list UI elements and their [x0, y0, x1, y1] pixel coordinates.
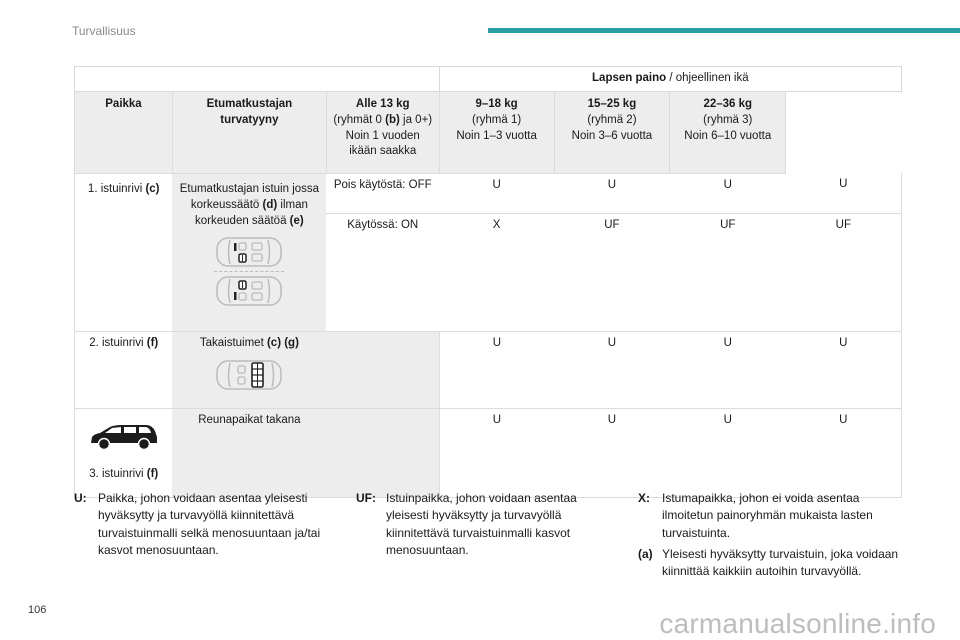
row3-seat-label: 3. istuinrivi (f): [89, 467, 159, 480]
row3-group-2: U: [670, 408, 786, 497]
section-title: Turvallisuus: [72, 24, 136, 38]
col-header-group-2: 15–25 kg (ryhmä 2) Noin 3–6 vuotta: [554, 91, 670, 173]
row2-seat-label: 2. istuinrivi (f): [75, 331, 173, 408]
row1-on-group-1: UF: [554, 213, 670, 331]
page-number: 106: [28, 604, 47, 616]
col-header-paikka: Paikka: [75, 91, 173, 173]
legend-u: U: Paikka, johon voidaan asentaa yleisesti hyväksytty ja turvavyöllä kiinnitettävä turvaistuinmalli selkä menosuuntaan ja/tai kasvot menosuuntaan.: [74, 491, 321, 558]
front-seat-car-top-icon-variant: [214, 274, 284, 308]
row1-on-group-3: UF: [786, 213, 902, 331]
row3-airbag-cell: [326, 408, 439, 497]
header-accent-bar: [488, 28, 960, 33]
row3-seat-description: Reunapaikat takana: [172, 408, 326, 497]
row3-group-3: U: [786, 408, 902, 497]
child-seat-table: [74, 66, 902, 498]
col-header-airbag: Etumatkustajan turvatyyny: [172, 91, 326, 173]
col-header-group-3: 22–36 kg (ryhmä 3) Noin 6–10 vuotta: [670, 91, 786, 173]
row1-off-group-2: U: [670, 173, 786, 213]
row2-seat-description: Takaistuimet (c) (g): [172, 331, 326, 408]
watermark: carmanualsonline.info: [659, 608, 936, 639]
row1-on-group-0: X: [439, 213, 554, 331]
row2-group-0: U: [439, 331, 554, 408]
row3-seat-cell: [75, 408, 173, 497]
row2-group-2: U: [670, 331, 786, 408]
legend-a: (a) Yleisesti hyväksytty turvaistuin, joka voidaan kiinnittää kaikkiin autoihin turvavyöllä.: [638, 547, 899, 579]
row2-group-1: U: [554, 331, 670, 408]
rear-seats-car-top-icon: [214, 358, 284, 392]
table-header-empty: [75, 67, 440, 92]
front-seat-car-top-icon: [214, 235, 284, 269]
row1-airbag-off-label: Pois käytöstä: OFF: [326, 173, 439, 213]
col-header-group-0: Alle 13 kg (ryhmät 0 (b) ja 0+) Noin 1 vuoden ikään saakka: [326, 91, 439, 173]
row1-off-group-1: U: [554, 173, 670, 213]
row3-group-1: U: [554, 408, 670, 497]
row2-group-3: U: [786, 331, 902, 408]
legend-uf: UF: Istuinpaikka, johon voidaan asentaa yleisesti hyväksytty ja turvavyöllä kiinnitettävä turvaistuinmalli kasvot menosuuntaan.: [356, 491, 577, 558]
car-icon-divider: [214, 271, 284, 272]
row1-on-group-2: UF: [670, 213, 786, 331]
row1-seat-description: Etumatkustajan istuin jossa korkeussäätö (d) ilman korkeuden säätöä (e): [172, 173, 326, 331]
col-header-group-1: 9–18 kg (ryhmä 1) Noin 1–3 vuotta: [439, 91, 554, 173]
table-header-weight-age: Lapsen paino / ohjeellinen ikä: [439, 67, 901, 92]
row2-airbag-cell: [326, 331, 439, 408]
row1-off-group-0: U: [439, 173, 554, 213]
row1-seat-label: 1. istuinrivi (c): [75, 173, 173, 331]
row1-off-group-3: U: [786, 173, 902, 213]
row1-airbag-on-label: Käytössä: ON: [326, 213, 439, 331]
row3-group-0: U: [439, 408, 554, 497]
legend-x: X: Istumapaikka, johon ei voida asentaa ilmoitetun painoryhmän mukaista lasten turvaistuinta.: [638, 491, 873, 540]
suv-side-view-icon: [88, 423, 160, 451]
